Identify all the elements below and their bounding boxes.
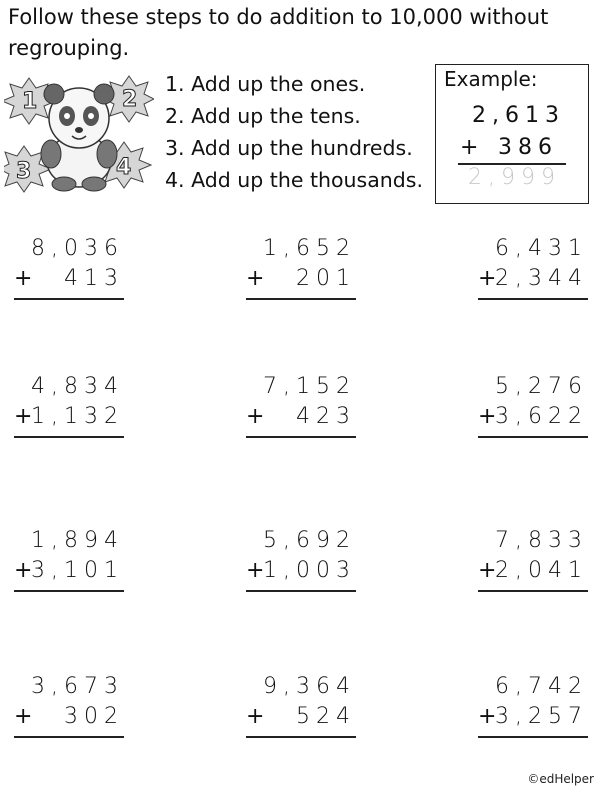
addition-problem-2 xyxy=(246,236,356,326)
addition-problem-3 xyxy=(478,236,588,326)
plus-sign: + xyxy=(478,704,497,729)
answer-line[interactable] xyxy=(246,298,356,300)
plus-sign: + xyxy=(478,404,497,429)
problem-top-number: 7,833 xyxy=(495,528,588,553)
plus-sign: + xyxy=(14,704,33,729)
panda-with-numbers-icon xyxy=(4,66,154,194)
problem-bottom-number: 3,622 xyxy=(495,404,588,429)
step-item: 2. Add up the tens. xyxy=(165,104,361,128)
addition-problem-12 xyxy=(478,674,588,764)
problem-top-number: 4,834 xyxy=(31,374,124,399)
plus-sign: + xyxy=(14,558,33,583)
addition-problem-10 xyxy=(14,674,124,764)
problem-top-number: 7,152 xyxy=(263,374,356,399)
problem-top-number: 3,673 xyxy=(31,674,124,699)
mascot-number: 2 xyxy=(122,87,138,112)
answer-line[interactable] xyxy=(14,436,124,438)
example-top-number: 2,613 xyxy=(472,103,565,128)
addition-problem-8 xyxy=(246,528,356,618)
plus-sign: + xyxy=(478,266,497,291)
plus-sign: + xyxy=(246,266,265,291)
problem-top-number: 6,431 xyxy=(495,236,588,261)
problem-top-number: 1,652 xyxy=(263,236,356,261)
answer-line[interactable] xyxy=(246,436,356,438)
problem-bottom-number: 201 xyxy=(296,266,356,291)
example-label: Example: xyxy=(444,67,538,91)
addition-problem-4 xyxy=(14,374,124,464)
worksheet-title: Follow these steps to do addition to 10,000 without regrouping. xyxy=(8,5,549,60)
answer-line[interactable] xyxy=(14,298,124,300)
plus-sign: + xyxy=(246,404,265,429)
example-box xyxy=(435,64,589,204)
addition-problem-5 xyxy=(246,374,356,464)
step-item: 1. Add up the ones. xyxy=(165,72,366,96)
mascot-number: 3 xyxy=(16,159,32,184)
mascot-number: 1 xyxy=(22,89,38,114)
problem-top-number: 6,742 xyxy=(495,674,588,699)
problem-top-number: 1,894 xyxy=(31,528,124,553)
problem-bottom-number: 302 xyxy=(64,704,124,729)
problem-bottom-number: 3,101 xyxy=(31,558,124,583)
step-item: 3. Add up the hundreds. xyxy=(165,136,413,160)
addition-problem-1 xyxy=(14,236,124,326)
problem-bottom-number: 1,132 xyxy=(31,404,124,429)
plus-sign: + xyxy=(478,558,497,583)
answer-line[interactable] xyxy=(246,590,356,592)
problem-bottom-number: 413 xyxy=(64,266,124,291)
problem-top-number: 8,036 xyxy=(31,236,124,261)
problem-top-number: 9,364 xyxy=(263,674,356,699)
example-bottom-number: 386 xyxy=(498,135,558,160)
problem-bottom-number: 3,257 xyxy=(495,704,588,729)
addition-problem-6 xyxy=(478,374,588,464)
answer-line[interactable] xyxy=(14,590,124,592)
problem-bottom-number: 1,003 xyxy=(263,558,356,583)
addition-problem-9 xyxy=(478,528,588,618)
copyright-notice: ©edHelper xyxy=(527,772,594,786)
addition-problem-11 xyxy=(246,674,356,764)
answer-line[interactable] xyxy=(246,736,356,738)
answer-line[interactable] xyxy=(478,590,588,592)
example-operator: + xyxy=(460,135,485,160)
plus-sign: + xyxy=(14,266,33,291)
answer-line[interactable] xyxy=(14,736,124,738)
problem-bottom-number: 524 xyxy=(296,704,356,729)
answer-line[interactable] xyxy=(478,298,588,300)
steps-list xyxy=(165,68,423,196)
step-item: 4. Add up the thousands. xyxy=(165,168,423,192)
plus-sign: + xyxy=(246,558,265,583)
answer-line[interactable] xyxy=(478,736,588,738)
addition-problem-7 xyxy=(14,528,124,618)
plus-sign: + xyxy=(14,404,33,429)
problem-top-number: 5,276 xyxy=(495,374,588,399)
problem-bottom-number: 2,344 xyxy=(495,266,588,291)
problem-bottom-number: 423 xyxy=(296,404,356,429)
problem-bottom-number: 2,041 xyxy=(495,558,588,583)
problem-top-number: 5,692 xyxy=(263,528,356,553)
answer-line[interactable] xyxy=(478,436,588,438)
example-answer: 2,999 xyxy=(468,165,561,190)
mascot-number: 4 xyxy=(116,155,132,180)
plus-sign: + xyxy=(246,704,265,729)
